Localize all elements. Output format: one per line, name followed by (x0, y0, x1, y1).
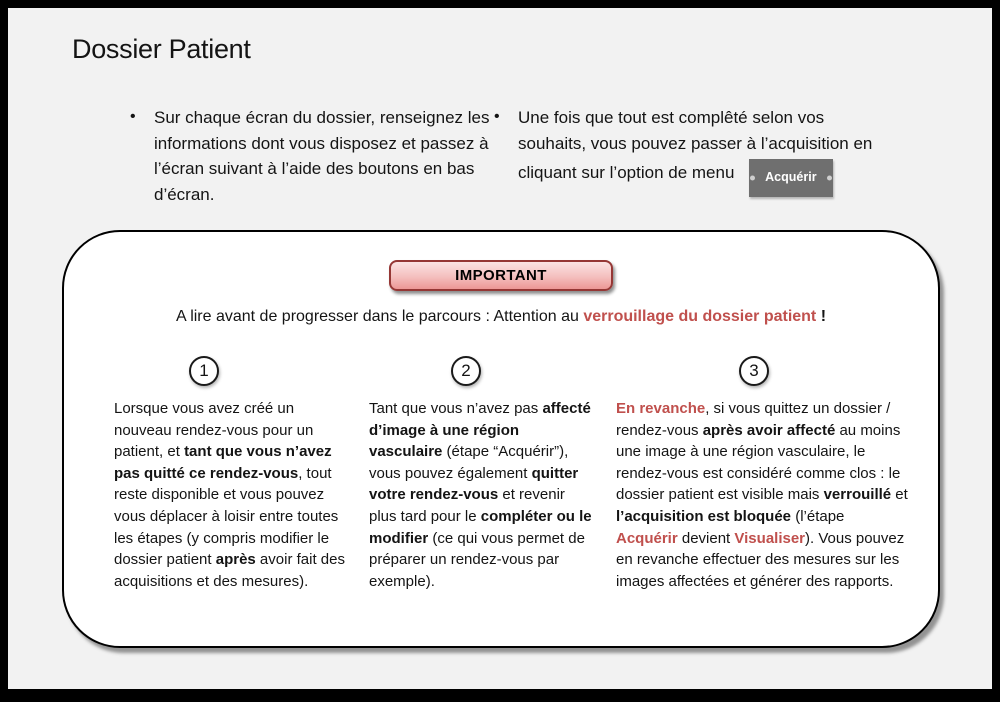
bullet-item-left (126, 105, 498, 207)
text-run: verrouillage du dossier patient (583, 308, 817, 325)
text-run: verrouillé (823, 486, 892, 504)
text-run: au moins une image à une région vasculaire, le rendez-vous est considéré comme clos : le dossier patient est visible mais (616, 421, 901, 504)
callout-heading (64, 308, 938, 326)
page-title: Dossier Patient (72, 34, 251, 64)
text-run: (l’étape (791, 507, 845, 525)
step-column-2 (369, 398, 593, 592)
step-circle-2: 2 (451, 356, 481, 386)
bullet-marker: • (130, 108, 136, 125)
text-run: après avoir affecté (702, 421, 836, 439)
text-run: devient (677, 529, 735, 547)
text-run: compléter ou le modifier (369, 507, 592, 547)
text-run: ). Vous pouvez en revanche effectuer des mesures sur les images affectées et générer des rapports. (616, 529, 905, 590)
text-run: avoir fait des acquisitions et des mesures). (114, 551, 345, 590)
text-run: et revenir plus tard pour le (369, 486, 565, 525)
bullet-marker: • (494, 108, 500, 125)
text-run: et (891, 486, 908, 504)
slide (8, 8, 992, 689)
text-run: ! (816, 308, 827, 325)
menu-separator-dot (750, 175, 755, 180)
step-column-1 (114, 398, 348, 592)
text-run: Acquérir (616, 529, 678, 547)
acquerir-menu-button[interactable] (749, 159, 832, 197)
text-run: (étape “Acquérir”), vous pouvez également (369, 443, 569, 482)
text-run: Visualiser (734, 529, 806, 547)
text-run: En revanche (616, 400, 706, 417)
text-run: (ce qui vous permet de préparer un rendez-vous par exemple). (369, 529, 585, 590)
step-column-3 (616, 398, 908, 592)
text-run: , tout reste disponible et vous pouvez vous déplacer à loisir entre toutes les étapes (y compris modifier le dossier patient (114, 464, 339, 569)
bullet-text-left: Sur chaque écran du dossier, renseignez les informations dont vous disposez et passez à l’écran suivant à l’aide des boutons en bas d’écran. (154, 108, 490, 204)
bullet-text-right: Une fois que tout est complêté selon vos souhaits, vous pouvez passer à l’acquisition en cliquant sur l’option de menu (518, 108, 873, 182)
important-callout-box (62, 230, 940, 648)
step-circle-1: 1 (189, 356, 219, 386)
text-run: quitter votre rendez-vous (369, 464, 579, 504)
text-run: affecté d’image à une région vasculaire (369, 400, 591, 461)
text-run: tant que vous n’avez pas quitté ce rendez-vous (114, 443, 332, 482)
text-run: A lire avant de progresser dans le parcours : Attention au (175, 308, 584, 325)
bullet-item-right (490, 105, 894, 194)
acquerir-menu-button-label: Acquérir (765, 170, 817, 184)
step-circle-3: 3 (739, 356, 769, 386)
text-run: Lorsque vous avez créé un nouveau rendez-vous pour un patient, et (114, 400, 314, 461)
important-badge: IMPORTANT (389, 260, 613, 291)
text-run: , si vous quittez un dossier / rendez-vous (616, 400, 891, 439)
text-run: Tant que vous n’avez pas (369, 400, 543, 417)
text-run: l’acquisition est bloquée (616, 507, 792, 525)
text-run: après (215, 551, 256, 569)
menu-separator-dot (827, 175, 832, 180)
